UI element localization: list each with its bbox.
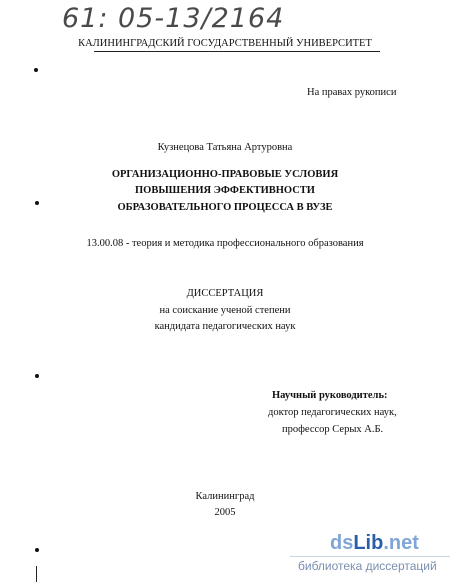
archive-number: 61: 05-13/2164 (62, 3, 285, 34)
degree-line-2: кандидата педагогических наук (154, 321, 296, 332)
watermark-logo[interactable] (330, 532, 419, 554)
university-name: КАЛИНИНГРАДСКИЙ ГОСУДАРСТВЕННЫЙ УНИВЕРСИТЕТ (78, 38, 372, 49)
header-rule (94, 51, 380, 52)
title-line-1: ОРГАНИЗАЦИОННО-ПРАВОВЫЕ УСЛОВИЯ (111, 169, 339, 180)
logo-part-ds: ds (330, 532, 354, 554)
logo-part-lib: Lib (353, 532, 384, 554)
city: Калининград (195, 491, 255, 502)
margin-dot (34, 68, 38, 72)
author-name: Кузнецова Татьяна Артуровна (157, 142, 293, 153)
specialty: 13.00.08 - теория и методика профессионального образования (86, 238, 364, 249)
title-line-3: ОБРАЗОВАТЕЛЬНОГО ПРОЦЕССА В ВУЗЕ (117, 202, 333, 213)
supervisor-name: профессор Серых А.Б. (282, 424, 384, 435)
year: 2005 (214, 507, 236, 518)
margin-mark (36, 566, 37, 582)
margin-dot (35, 201, 39, 205)
margin-dot (35, 374, 39, 378)
margin-dot (35, 548, 39, 552)
logo-part-net: .net (383, 532, 419, 554)
watermark-subtitle: библиотека диссертаций (298, 559, 437, 573)
watermark-rule (290, 556, 450, 557)
degree-line-1: на соискание ученой степени (159, 305, 291, 316)
manuscript-rights: На правах рукописи (307, 87, 397, 98)
supervisor-degree: доктор педагогических наук, (268, 407, 397, 418)
title-line-2: ПОВЫШЕНИЯ ЭФФЕКТИВНОСТИ (135, 185, 315, 196)
document-type: ДИССЕРТАЦИЯ (186, 288, 264, 299)
supervisor-heading: Научный руководитель: (272, 390, 388, 401)
